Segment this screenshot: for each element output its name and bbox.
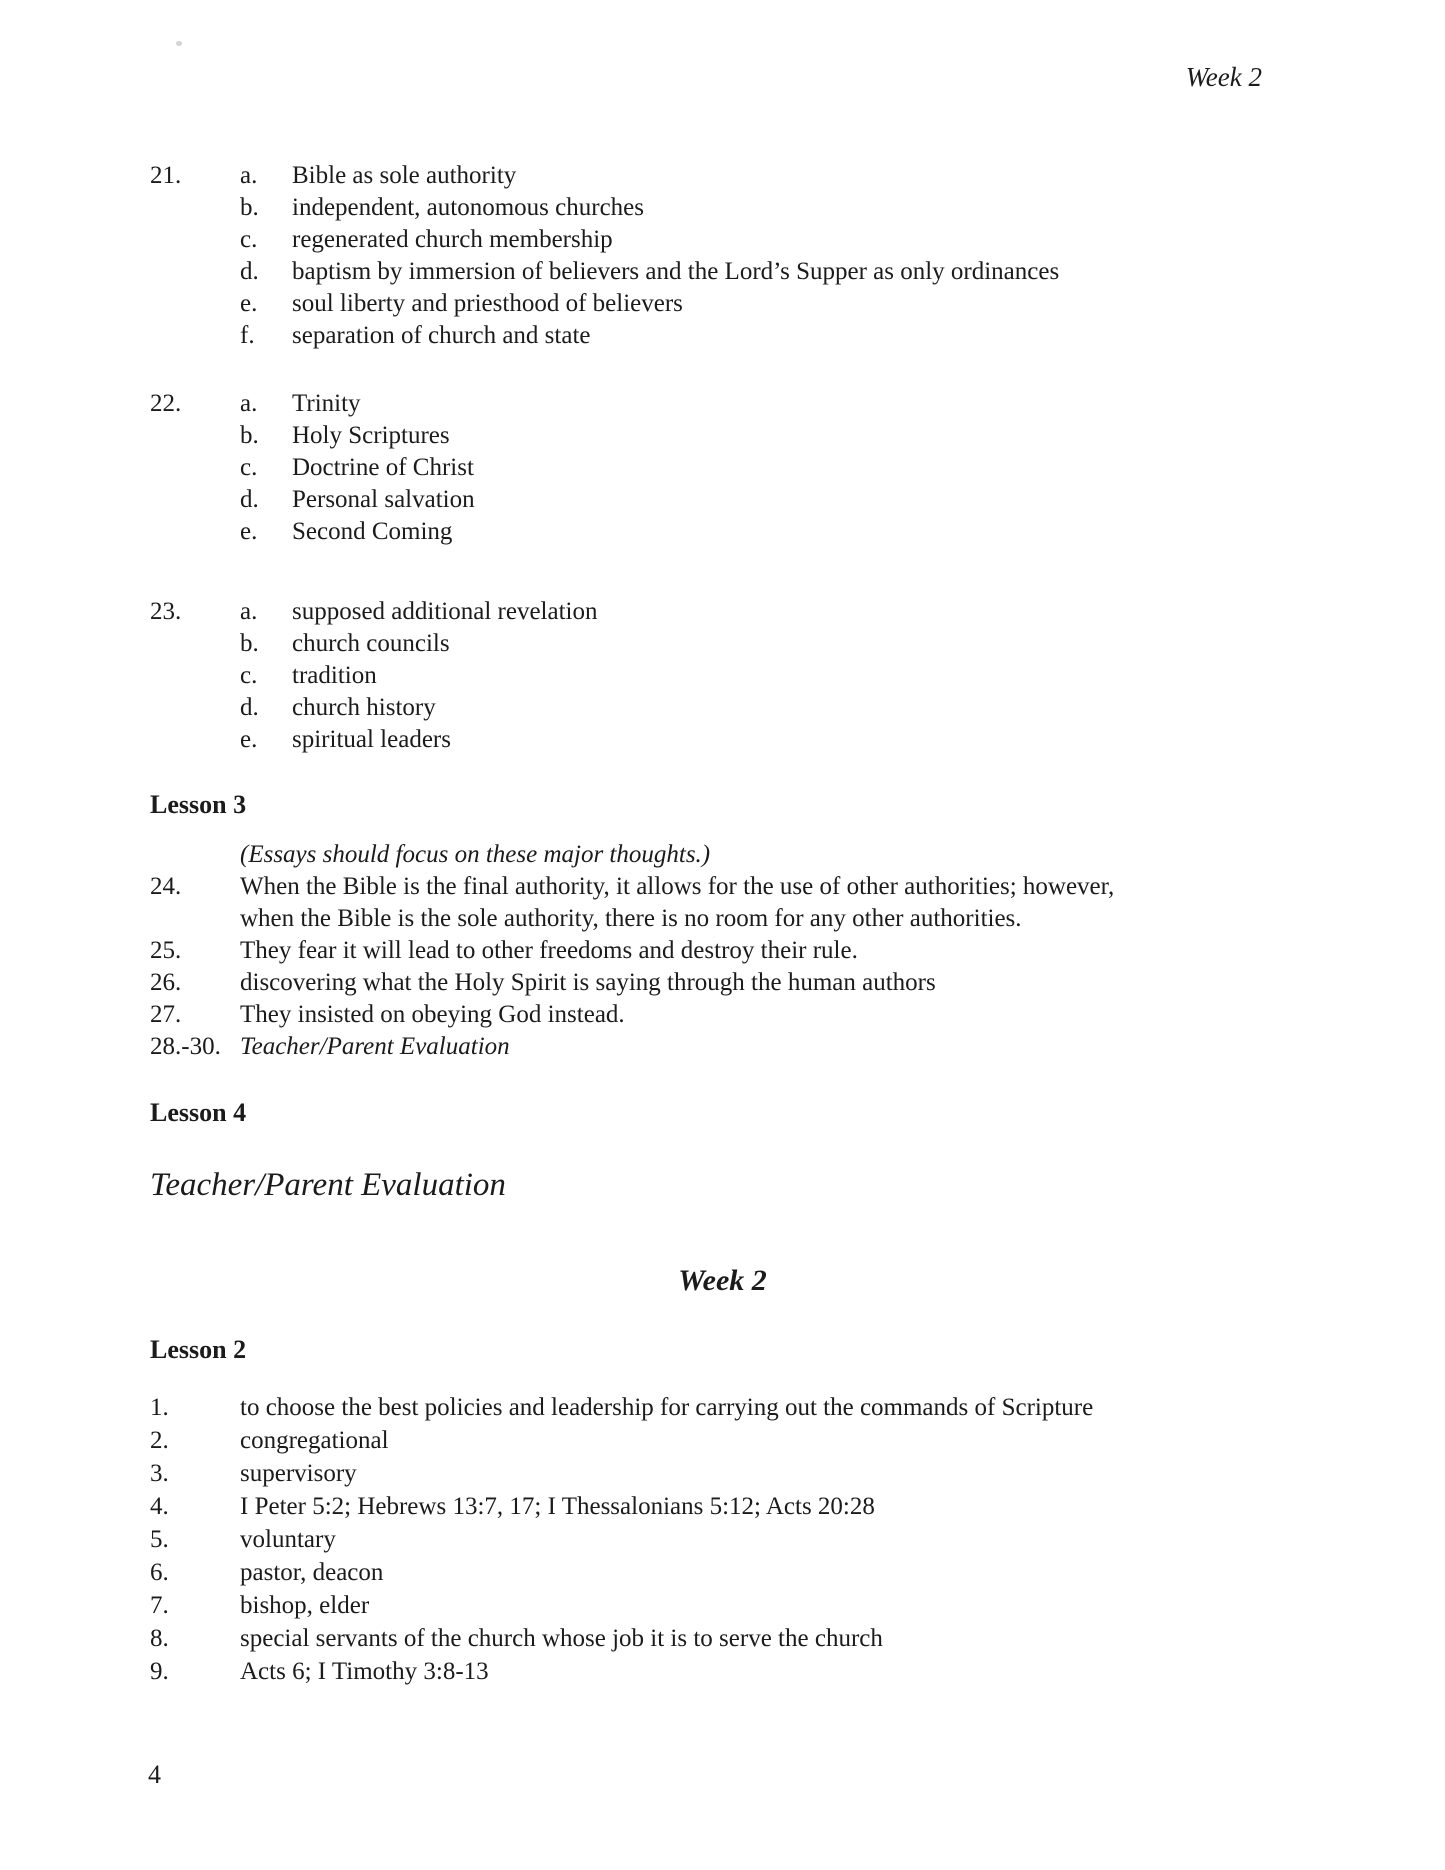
option-letter: e. bbox=[240, 726, 258, 753]
option-text: spiritual leaders bbox=[292, 726, 451, 753]
answer-number: 28.-30. bbox=[150, 1033, 221, 1060]
answer-number: 7. bbox=[150, 1592, 169, 1619]
option-text: Second Coming bbox=[292, 518, 453, 545]
option-row bbox=[150, 420, 475, 452]
answer-number: 6. bbox=[150, 1559, 169, 1586]
number-spacer bbox=[150, 484, 240, 516]
answer-row bbox=[150, 1391, 1093, 1424]
option-text: Personal salvation bbox=[292, 486, 475, 513]
answer-number: 26. bbox=[150, 969, 182, 996]
option-letter: c. bbox=[240, 662, 258, 689]
running-header: Week 2 bbox=[1185, 62, 1262, 92]
number-spacer bbox=[150, 628, 240, 660]
answer-text: congregational bbox=[240, 1427, 389, 1454]
number-spacer bbox=[150, 903, 240, 935]
week-2-heading: Week 2 bbox=[678, 1264, 767, 1297]
option-row bbox=[150, 596, 597, 628]
option-row bbox=[150, 484, 475, 516]
page-number: 4 bbox=[148, 1760, 161, 1789]
option-text: Bible as sole authority bbox=[292, 162, 517, 189]
option-text: separation of church and state bbox=[292, 322, 591, 349]
option-row bbox=[150, 256, 1059, 288]
answer-text: to choose the best policies and leadership for carrying out the commands of Scripture bbox=[240, 1394, 1094, 1421]
lesson-3-heading: Lesson 3 bbox=[150, 790, 247, 819]
option-text: baptism by immersion of believers and the Lord’s Supper as only ordinances bbox=[292, 258, 1060, 285]
answer-number: 2. bbox=[150, 1427, 169, 1454]
option-letter: e. bbox=[240, 518, 258, 545]
lesson-2-answers bbox=[150, 1391, 1093, 1688]
number-spacer bbox=[150, 692, 240, 724]
option-text: church councils bbox=[292, 630, 450, 657]
lesson-4-heading: Lesson 4 bbox=[150, 1098, 247, 1127]
option-letter: e. bbox=[240, 290, 258, 317]
option-row bbox=[150, 660, 597, 692]
option-text: soul liberty and priesthood of believers bbox=[292, 290, 683, 317]
answer-row-continuation bbox=[150, 903, 1114, 935]
answer-row bbox=[150, 967, 1114, 999]
number-spacer bbox=[150, 516, 240, 548]
option-letter: a. bbox=[240, 162, 258, 189]
number-spacer bbox=[150, 224, 240, 256]
option-row bbox=[150, 192, 1059, 224]
answer-number: 8. bbox=[150, 1625, 169, 1652]
number-spacer bbox=[150, 452, 240, 484]
answer-text: discovering what the Holy Spirit is saying through the human authors bbox=[240, 969, 936, 996]
option-letter: b. bbox=[240, 630, 259, 657]
answer-number: 9. bbox=[150, 1658, 169, 1685]
option-text: tradition bbox=[292, 662, 377, 689]
option-letter: d. bbox=[240, 486, 259, 513]
answer-text: special servants of the church whose job it is to serve the church bbox=[240, 1625, 883, 1652]
answer-number: 1. bbox=[150, 1394, 169, 1421]
question-number: 22. bbox=[150, 390, 182, 417]
answer-row bbox=[150, 1424, 1093, 1457]
answer-number: 5. bbox=[150, 1526, 169, 1553]
option-row bbox=[150, 692, 597, 724]
option-text: church history bbox=[292, 694, 436, 721]
option-row bbox=[150, 320, 1059, 352]
option-row bbox=[150, 628, 597, 660]
answer-row bbox=[150, 1589, 1093, 1622]
answer-text: supervisory bbox=[240, 1460, 357, 1487]
lesson-2-heading: Lesson 2 bbox=[150, 1335, 247, 1364]
answer-number: 25. bbox=[150, 937, 182, 964]
number-spacer bbox=[150, 288, 240, 320]
answer-number: 27. bbox=[150, 1001, 182, 1028]
answer-text: When the Bible is the final authority, it allows for the use of other authorities; however, bbox=[240, 873, 1115, 900]
question-23 bbox=[150, 596, 597, 756]
answer-text: when the Bible is the sole authority, there is no room for any other authorities. bbox=[240, 905, 1022, 932]
option-text: regenerated church membership bbox=[292, 226, 613, 253]
option-row bbox=[150, 388, 475, 420]
answer-number: 3. bbox=[150, 1460, 169, 1487]
option-letter: d. bbox=[240, 258, 259, 285]
answer-row bbox=[150, 935, 1114, 967]
option-text: independent, autonomous churches bbox=[292, 194, 644, 221]
option-letter: f. bbox=[240, 322, 255, 349]
option-letter: a. bbox=[240, 390, 258, 417]
answer-text: Acts 6; I Timothy 3:8-13 bbox=[240, 1658, 489, 1685]
option-letter: b. bbox=[240, 194, 259, 221]
number-spacer bbox=[150, 724, 240, 756]
scan-artifact bbox=[175, 40, 182, 46]
answer-row bbox=[150, 871, 1114, 903]
essay-note-row bbox=[150, 839, 1114, 871]
question-number: 23. bbox=[150, 598, 182, 625]
number-spacer bbox=[150, 660, 240, 692]
option-letter: b. bbox=[240, 422, 259, 449]
option-row bbox=[150, 452, 475, 484]
option-text: Trinity bbox=[292, 390, 361, 417]
option-letter: c. bbox=[240, 226, 258, 253]
lesson-3-answers bbox=[150, 839, 1114, 1063]
option-row bbox=[150, 160, 1059, 192]
lesson-4-body: Teacher/Parent Evaluation bbox=[150, 1167, 506, 1203]
answer-text: voluntary bbox=[240, 1526, 336, 1553]
option-row bbox=[150, 224, 1059, 256]
answer-row bbox=[150, 1031, 1114, 1063]
option-text: Holy Scriptures bbox=[292, 422, 450, 449]
answer-row bbox=[150, 1490, 1093, 1523]
question-number: 21. bbox=[150, 162, 182, 189]
option-text: Doctrine of Christ bbox=[292, 454, 474, 481]
number-spacer bbox=[150, 192, 240, 224]
number-spacer bbox=[150, 320, 240, 352]
answer-row bbox=[150, 1457, 1093, 1490]
answer-row bbox=[150, 1556, 1093, 1589]
number-spacer bbox=[150, 420, 240, 452]
answer-number: 24. bbox=[150, 873, 182, 900]
answer-row bbox=[150, 1622, 1093, 1655]
answer-row bbox=[150, 1523, 1093, 1556]
number-spacer bbox=[150, 839, 240, 871]
answer-text: They insisted on obeying God instead. bbox=[240, 1001, 625, 1028]
option-row bbox=[150, 516, 475, 548]
number-spacer bbox=[150, 256, 240, 288]
answer-text: I Peter 5:2; Hebrews 13:7, 17; I Thessalonians 5:12; Acts 20:28 bbox=[240, 1493, 875, 1520]
option-letter: d. bbox=[240, 694, 259, 721]
answer-row bbox=[150, 999, 1114, 1031]
question-21 bbox=[150, 160, 1059, 352]
answer-row bbox=[150, 1655, 1093, 1688]
option-letter: c. bbox=[240, 454, 258, 481]
question-22 bbox=[150, 388, 475, 548]
option-row bbox=[150, 288, 1059, 320]
answer-text: Teacher/Parent Evaluation bbox=[240, 1033, 510, 1060]
option-letter: a. bbox=[240, 598, 258, 625]
essay-note: (Essays should focus on these major thoughts.) bbox=[240, 841, 711, 868]
option-row bbox=[150, 724, 597, 756]
answer-text: They fear it will lead to other freedoms and destroy their rule. bbox=[240, 937, 858, 964]
answer-text: bishop, elder bbox=[240, 1592, 370, 1619]
answer-number: 4. bbox=[150, 1493, 169, 1520]
option-text: supposed additional revelation bbox=[292, 598, 598, 625]
answer-text: pastor, deacon bbox=[240, 1559, 384, 1586]
